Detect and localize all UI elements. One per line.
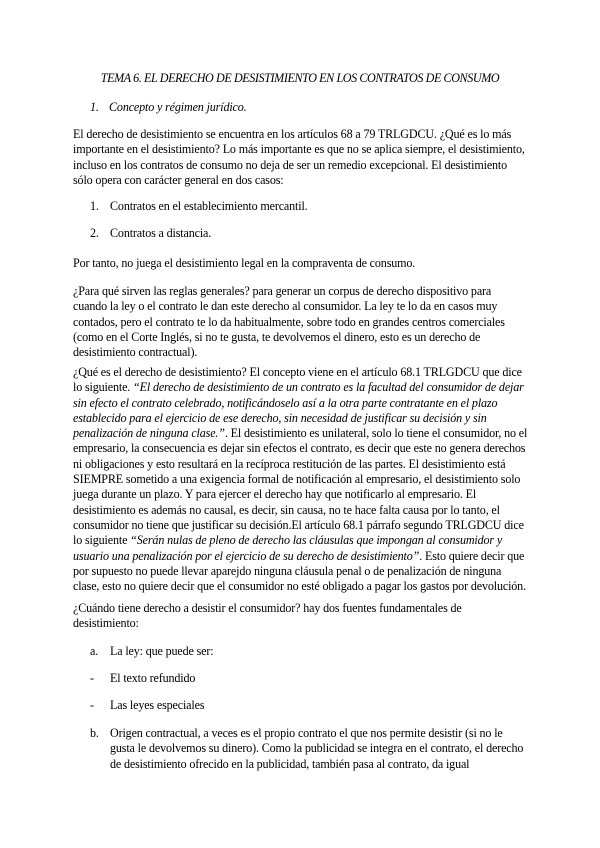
section-heading — [90, 100, 247, 115]
paragraph-concepto — [73, 365, 528, 594]
concepto-text-a: ¿Qué es el derecho de desistimiento? El concepto viene en el artículo 68.1 TRLGDCU que dice lo siguiente. — [73, 365, 522, 395]
list-item-text: Origen contractual, a veces es el propio contrato el que nos permite desistir (si no le gusta le devolvemos su dinero). Como la publicidad se integra en el contrato, el derecho de desistimiento ofrecido en la publicidad, también pasa al contrato, da igual — [110, 726, 524, 771]
paragraph-intro: El derecho de desistimiento se encuentra en los artículos 68 a 79 TRLGDCU. ¿Qué es lo más importante en el desistimiento? Lo más importante es que no se aplica siempre, el desistimiento, incluso en los contratos de consumo no deja de ser un remedio excepcional. El desistimiento sólo opera con carácter general en dos casos: — [73, 127, 525, 187]
paragraph-reglas-generales: ¿Para qué sirven las reglas generales? para generar un corpus de derecho dispositivo para cuando la ley o el contrato le dan este derecho al consumidor. La ley te lo da en casos muy contados, pero el contrato te lo da habitualmente, sobre todo en grandes centros comerciales (como en el Corte Inglés, si no te gusta, te devolvemos el dinero, esto es un derecho de desistimiento contractual). — [73, 284, 505, 360]
list-item-text: Contratos a distancia. — [110, 226, 212, 240]
paragraph-compraventa: Por tanto, no juega el desistimiento legal en la compraventa de consumo. — [73, 256, 416, 270]
list-marker: 2. — [90, 226, 99, 240]
list-item-text: Las leyes especiales — [110, 698, 205, 712]
list-marker: - — [90, 671, 94, 685]
document-title: TEMA 6. EL DERECHO DE DESISTIMIENTO EN LOS CONTRATOS DE CONSUMO — [100, 71, 500, 85]
concepto-text-c: . Esto quiere decir que por supuesto no puede llevar aparejdo ninguna cláusula penal o de penalización de ninguna clase, esto no quiere decir que el consumidor no esté obligado a pagar los gastos por devolución. — [73, 548, 526, 594]
list-marker: - — [90, 698, 94, 712]
list-item-text: La ley: que puede ser: — [110, 644, 214, 658]
list-item-text: Contratos en el establecimiento mercantil. — [110, 199, 308, 213]
list-marker: a. — [90, 644, 99, 658]
list-marker: 1. — [90, 199, 99, 213]
section-title: Concepto y régimen jurídico. — [109, 100, 247, 114]
list-marker: b. — [90, 726, 99, 740]
concepto-text-b: . El desistimiento es unilateral, solo lo tiene el consumidor, no el empresario, la consecuencia es dejar sin efectos el contrato, es decir que este no genera derechos ni obligaciones y esto resultará en la recíproca restitución de las partes. El desistimiento está SIEMPRE sometido a una exigencia formal de notificación al empresario, el desistimiento solo juega durante un plazo. Y para ejercer el derecho hay que notificarlo al empresario. El desistimiento es además no causal, es decir, sin causa, no te hace falta causa por lo tanto, el consumidor no tiene que justificar su decisión.El artículo 68.1 párrafo segundo TRLGDCU dice lo siguiente — [73, 426, 528, 548]
section-number: 1. — [90, 100, 99, 114]
list-item-text: El texto refundido — [110, 671, 196, 685]
quote-article-68-1: “El derecho de desistimiento de un contrato es la facultad del consumidor de dejar sin efecto el contrato celebrado, notificándoselo así a la otra parte contratante en el plazo establecido para el ejercicio de ese derecho, sin necesidad de justificar su decisión y sin penalización de ninguna clase.” — [73, 380, 524, 441]
quote-article-68-1-second: “Serán nulas de pleno de derecho las cláusulas que impongan al consumidor y usuario una penalización por el ejercicio de su derecho de desistimiento” — [73, 533, 503, 563]
paragraph-cuando: ¿Cuándo tiene derecho a desistir el consumidor? hay dos fuentes fundamentales de desistimiento: — [73, 601, 462, 631]
